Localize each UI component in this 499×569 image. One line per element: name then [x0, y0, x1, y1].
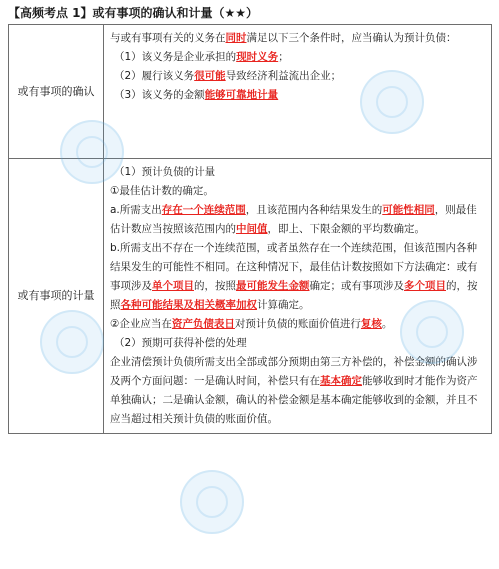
highlight-term: 现时义务 [236, 51, 279, 63]
recognition-condition-2: （2）履行该义务很可能导致经济利益流出企业； [114, 70, 342, 82]
row-content-recognition [104, 25, 492, 159]
row-label-measurement: 或有事项的计量 [9, 159, 104, 434]
measurement-best-estimate: ①最佳估计数的确定。 [110, 185, 214, 197]
highlight-term: 能够可靠地计量 [204, 89, 279, 101]
recognition-intro: 与或有事项有关的义务在同时满足以下三个条件时，应当确认为预计负债： [110, 32, 457, 44]
highlight-term: 中间值 [236, 223, 268, 235]
watermark-logo-icon [180, 470, 244, 534]
highlight-term: 复核 [360, 318, 382, 330]
measurement-section-2: （2）预期可获得补偿的处理 [114, 337, 247, 349]
row-label-recognition: 或有事项的确认 [9, 25, 104, 159]
highlight-term: 各种可能结果及相关概率加权 [120, 299, 257, 311]
measurement-review: ②企业应当在资产负债表日对预计负债的账面价值进行复核。 [110, 318, 393, 330]
row-content-measurement [104, 159, 492, 434]
highlight-term: 资产负债表日 [171, 318, 235, 330]
highlight-term: 基本确定 [320, 375, 362, 387]
highlight-term: 单个项目 [152, 280, 194, 292]
highlight-term: 存在一个连续范围 [161, 204, 246, 216]
highlight-term: 多个项目 [404, 280, 446, 292]
measurement-section-1: （1）预计负债的计量 [114, 166, 216, 178]
measurement-case-b: b.所需支出不存在一个连续范围，或者虽然存在一个连续范围，但该范围内各种结果发生的可能性不相同。在这种情况下，最佳估计数按照如下方法确定：或有事项涉及单个项目的，按照最可能发生金额确定；或有事项涉及多个项目的，按照各种可能结果及相关概率加权计算确定。 [110, 242, 478, 311]
key-point-table [8, 24, 492, 434]
table-row [9, 159, 492, 434]
page-heading: 【高频考点 1】或有事项的确认和计量（★★） [8, 6, 259, 20]
highlight-term: 同时 [225, 32, 247, 44]
recognition-condition-1: （1）该义务是企业承担的现时义务； [114, 51, 289, 63]
highlight-term: 很可能 [194, 70, 226, 82]
table-row [9, 25, 492, 159]
measurement-compensation: 企业清偿预计负债所需支出全部或部分预期由第三方补偿的，补偿金额的确认涉及两个方面问题：一是确认时间，补偿只有在基本确定能够收到时才能作为资产单独确认；二是确认金额，确认的补偿金额是基本确定能够收到的金额，并且不应当超过相关预计负债的账面价值。 [110, 356, 478, 425]
measurement-case-a: a.所需支出存在一个连续范围，且该范围内各种结果发生的可能性相同，则最佳估计数应当按照该范围内的中间值，即上、下限金额的平均数确定。 [110, 204, 477, 235]
highlight-term: 最可能发生金额 [236, 280, 310, 292]
recognition-condition-3: （3）该义务的金额能够可靠地计量 [114, 89, 279, 101]
highlight-term: 可能性相同 [382, 204, 435, 216]
